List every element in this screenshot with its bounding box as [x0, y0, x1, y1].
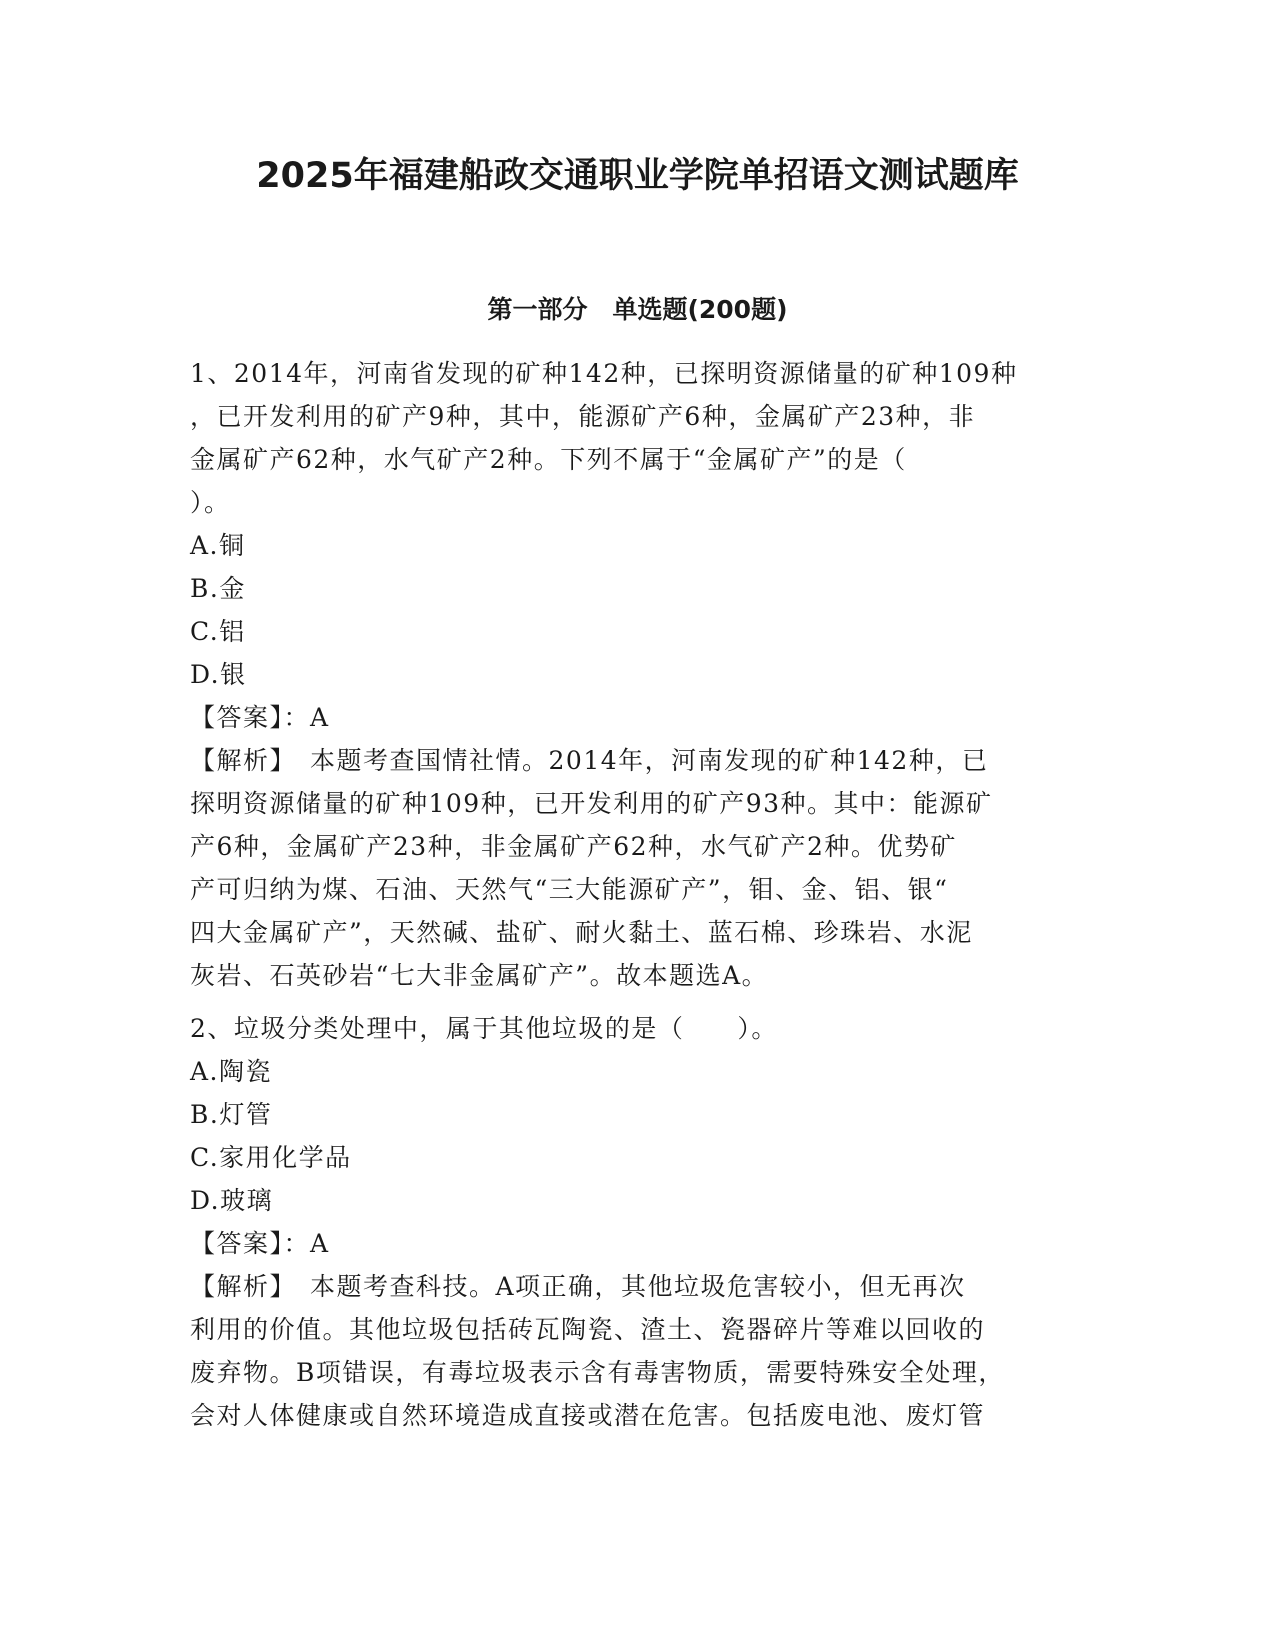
answer-line: 【答案】：A [190, 1229, 330, 1258]
question-stem-line: ）。 [190, 488, 231, 517]
question-list [190, 352, 1085, 1437]
option-a: A.铜 [190, 531, 246, 560]
option-a: A.陶瓷 [190, 1057, 273, 1086]
section-title: 第一部分 单选题(200题) [487, 295, 788, 324]
analysis-line: 【解析】 本题考查科技。A项正确，其他垃圾危害较小，但无再次 [190, 1272, 966, 1301]
analysis-line: 【解析】 本题考查国情社情。2014年，河南发现的矿种142种，已 [190, 746, 989, 775]
analysis-line: 产可归纳为煤、石油、天然气“三大能源矿产”，钼、金、铝、银“ [190, 875, 949, 904]
analysis-line: 四大金属矿产”，天然碱、盐矿、耐火黏土、蓝石棉、珍珠岩、水泥 [190, 918, 973, 947]
analysis-line: 灰岩、石英砂岩“七大非金属矿产”。故本题选A。 [190, 961, 769, 990]
question-spacer [190, 997, 1085, 1007]
question-1 [190, 352, 1085, 997]
question-stem-line: 金属矿产62种，水气矿产2种。下列不属于“金属矿产”的是（ [190, 445, 907, 474]
option-c: C.家用化学品 [190, 1143, 352, 1172]
question-2 [190, 1007, 1085, 1437]
analysis-line: 废弃物。B项错误，有毒垃圾表示含有毒害物质，需要特殊安全处理， [190, 1358, 1005, 1387]
question-stem-line: 1、2014年，河南省发现的矿种142种，已探明资源储量的矿种109种 [190, 359, 1018, 388]
analysis-line: 会对人体健康或自然环境造成直接或潜在危害。包括废电池、废灯管 [190, 1401, 986, 1430]
question-stem-line: 2、垃圾分类处理中，属于其他垃圾的是（ ）。 [190, 1014, 778, 1043]
question-stem-line: ，已开发利用的矿产9种，其中，能源矿产6种，金属矿产23种，非 [190, 402, 976, 431]
analysis-line: 产6种，金属矿产23种，非金属矿产62种，水气矿产2种。优势矿 [190, 832, 957, 861]
option-b: B.金 [190, 574, 246, 603]
answer-line: 【答案】：A [190, 703, 330, 732]
option-d: D.玻璃 [190, 1186, 274, 1215]
document-title: 2025年福建船政交通职业学院单招语文测试题库 [256, 156, 1019, 196]
option-b: B.灯管 [190, 1100, 273, 1129]
analysis-line: 探明资源储量的矿种109种，已开发利用的矿产93种。其中：能源矿 [190, 789, 993, 818]
analysis-line: 利用的价值。其他垃圾包括砖瓦陶瓷、渣土、瓷器碎片等难以回收的 [190, 1315, 986, 1344]
option-d: D.银 [190, 660, 247, 689]
option-c: C.铝 [190, 617, 246, 646]
